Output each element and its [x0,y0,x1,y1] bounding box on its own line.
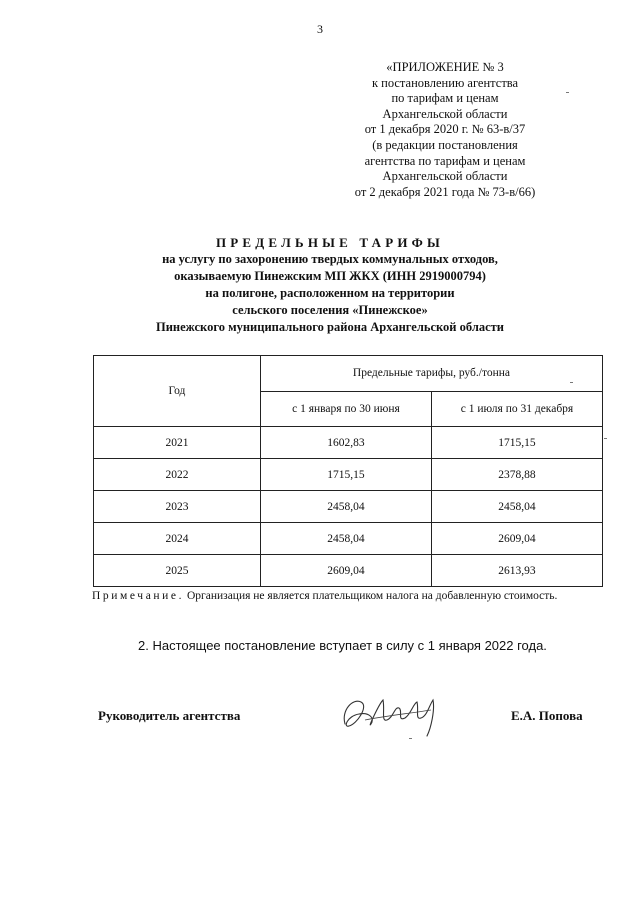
appendix-line: (в редакции постановления [372,137,518,152]
tariffs-column-header: Предельные тарифы, руб./тонна [260,356,602,392]
second-half-cell: 2378,88 [431,459,602,491]
table-row [94,555,603,587]
second-half-cell: 1715,15 [431,427,602,459]
appendix-header [330,60,560,200]
table-row [94,491,603,523]
appendix-line: к постановлению агентства [371,75,519,90]
second-half-cell: 2613,93 [431,555,602,587]
signatory-name: Е.А. Попова [511,708,583,723]
page-number: 3 [317,22,323,36]
year-cell: 2025 [94,555,261,587]
title-line: Пинежского муниципального района Архангельской области [156,320,504,334]
title-line: сельского поселения «Пинежское» [232,303,428,317]
table-row [94,427,603,459]
appendix-line: от 2 декабря 2021 года № 73-в/66) [354,184,536,199]
scan-speck [604,438,607,439]
appendix-line: от 1 декабря 2020 г. № 63-в/37 [364,122,526,137]
title-line: на услугу по захоронению твердых коммунальных отходов, [162,252,498,266]
first-half-cell: 1602,83 [260,427,431,459]
table-row [94,523,603,555]
scan-speck [409,738,412,739]
first-half-cell: 1715,15 [260,459,431,491]
signatory-position: Руководитель агентства [98,708,241,723]
title-heading: ПРЕДЕЛЬНЫЕ ТАРИФЫ [215,235,445,250]
effective-date-paragraph: 2. Настоящее постановление вступает в силу с 1 января 2022 года. [138,638,547,653]
tariffs-table [93,355,603,587]
document-title [80,234,580,336]
appendix-line: Архангельской области [382,106,508,121]
title-line: оказываемую Пинежским МП ЖКХ (ИНН 2919000794) [174,269,486,283]
note-text: Организация не является плательщиком налога на добавленную стоимость. [186,590,558,602]
period-header-second-half: с 1 июля по 31 декабря [431,391,602,427]
first-half-cell: 2609,04 [260,555,431,587]
period-header-first-half: с 1 января по 30 июня [260,391,431,427]
year-cell: 2024 [94,523,261,555]
year-cell: 2023 [94,491,261,523]
scan-speck [570,382,573,383]
year-cell: 2021 [94,427,261,459]
appendix-line: «ПРИЛОЖЕНИЕ № 3 [386,60,504,74]
appendix-line: по тарифам и ценам [391,91,499,106]
first-half-cell: 2458,04 [260,491,431,523]
title-line: на полигоне, расположенном на территории [205,286,455,300]
first-half-cell: 2458,04 [260,523,431,555]
second-half-cell: 2458,04 [431,491,602,523]
table-header-row [94,356,603,392]
table-row [94,459,603,491]
year-column-header: Год [94,356,261,427]
appendix-line: Архангельской области [382,169,508,184]
note-label: Примечание. [92,590,185,602]
handwritten-signature [335,680,445,740]
note [92,589,604,603]
scan-speck [566,92,569,93]
appendix-line: агентства по тарифам и ценам [364,153,526,168]
second-half-cell: 2609,04 [431,523,602,555]
year-cell: 2022 [94,459,261,491]
